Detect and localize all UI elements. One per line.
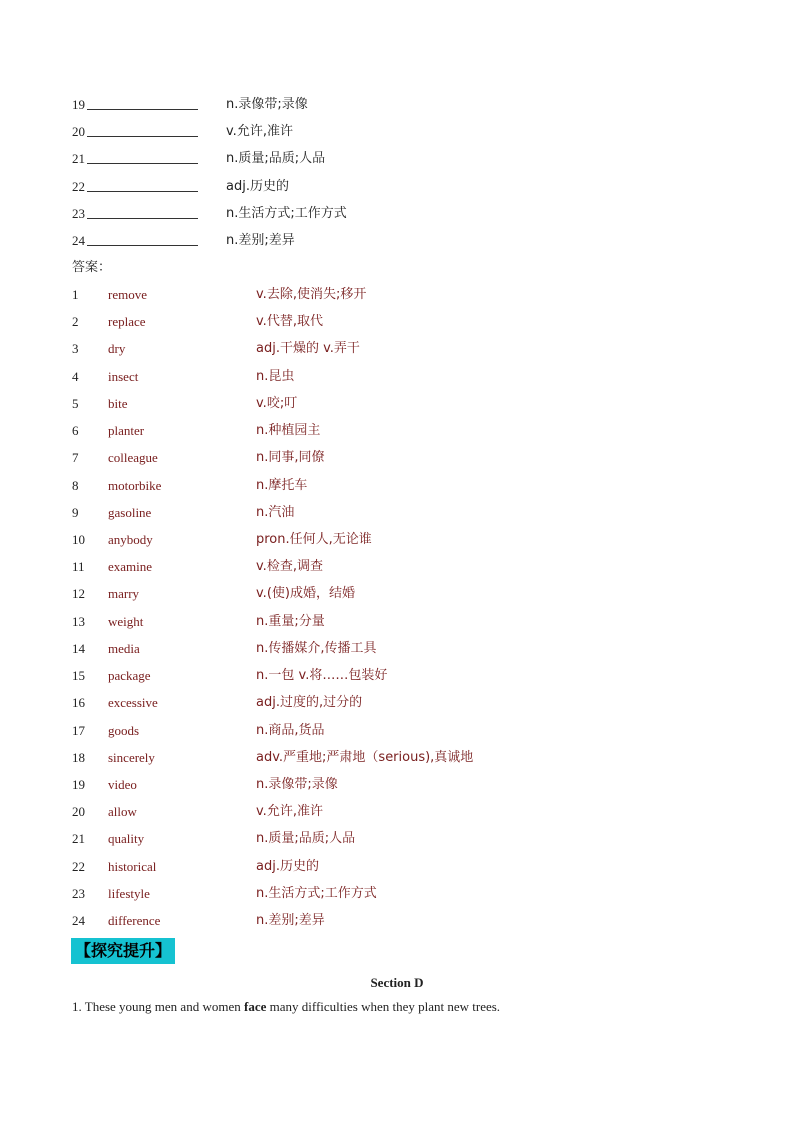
answer-definition: adv.严重地;严肃地（serious),真诚地 [256,749,474,765]
section-banner: 【探究提升】 [71,938,175,964]
answer-number: 18 [72,749,85,765]
answer-blank[interactable] [87,109,198,110]
answer-word: weight [108,613,144,629]
exercise-keyword: face [243,999,267,1014]
answer-word: replace [108,314,146,330]
answer-word: media [108,640,140,656]
answer-word: anybody [108,531,153,547]
question-number: 21 [72,151,85,167]
answer-word: allow [108,804,137,820]
answer-definition: v.代替,取代 [256,314,323,330]
answer-word: insect [108,368,139,384]
answer-blank[interactable] [87,136,198,137]
answer-word: gasoline [108,504,152,520]
answer-number: 15 [72,668,85,684]
answer-word: examine [108,559,153,575]
answer-word: difference [108,913,161,929]
answer-definition: n.录像带;录像 [256,776,338,792]
answer-word: quality [108,831,145,847]
answer-definition: n.质量;品质;人品 [256,831,356,847]
answer-definition: n.同事,同僚 [256,450,325,466]
answer-number: 21 [72,831,85,847]
question-definition: v.允许,准许 [226,124,293,140]
answer-number: 16 [72,695,85,711]
answer-definition: n.传播媒介,传播工具 [256,640,377,656]
question-definition: adj.历史的 [226,178,289,194]
answer-word: video [108,776,137,792]
answer-number: 24 [72,913,85,929]
exercise-text-before: 1. These young men and women [72,999,244,1014]
answer-blank[interactable] [87,218,198,219]
answer-word: sincerely [108,749,155,765]
answer-word: goods [108,722,140,738]
answer-definition: v.允许,准许 [256,804,323,820]
question-number: 23 [72,205,85,221]
answer-label: 答案： [72,260,112,275]
answer-word: colleague [108,450,158,466]
answer-word: remove [108,287,147,302]
exercise-text-after: many difficulties when they plant new trees. [266,999,501,1014]
answer-number: 11 [72,559,85,575]
answer-definition: v.(使)成婚，结婚 [256,586,355,602]
answer-definition: n.生活方式;工作方式 [256,885,377,901]
question-definition: n.录像带;录像 [226,97,308,112]
answer-number: 6 [72,423,79,439]
answer-number: 3 [72,341,79,357]
answer-number: 8 [72,477,79,493]
question-definition: n.差别;差异 [226,233,295,248]
answer-definition: adj.历史的 [256,858,319,874]
answer-number: 22 [72,858,85,874]
answer-number: 12 [72,586,85,602]
answer-definition: n.昆虫 [256,368,295,384]
answer-number: 13 [72,613,85,629]
section-title: Section D [370,975,424,990]
answer-word: historical [108,858,157,874]
answer-number: 14 [72,640,85,656]
answer-number: 19 [72,776,85,792]
answer-blank[interactable] [87,163,198,164]
answer-word: motorbike [108,477,162,493]
answer-number: 2 [72,314,79,330]
answer-number: 1 [72,287,79,302]
answer-number: 10 [72,531,85,547]
exercise-sentence [72,998,500,1016]
answer-number: 7 [72,450,79,466]
answer-definition: n.汽油 [256,504,295,520]
answer-word: dry [108,341,126,357]
question-number: 24 [72,233,85,248]
question-definition: n.生活方式;工作方式 [226,205,347,221]
answer-definition: n.种植园主 [256,423,321,439]
answer-number: 23 [72,885,85,901]
answer-word: marry [108,586,140,602]
answer-word: lifestyle [108,885,150,901]
answer-definition: v.去除,使消失;移开 [256,287,367,302]
question-number: 22 [72,178,85,194]
answer-definition: v.咬;叮 [256,395,298,411]
answer-definition: adj.过度的,过分的 [256,695,363,711]
answer-word: excessive [108,695,158,711]
answer-number: 20 [72,804,85,820]
answer-definition: n.一包 v.将……包装好 [256,668,388,684]
question-definition: n.质量;品质;人品 [226,151,326,167]
answer-word: package [108,668,151,684]
answer-number: 5 [72,395,79,411]
answer-definition: adj.干燥的 v.弄干 [256,341,360,357]
answer-number: 4 [72,368,79,384]
answer-definition: n.差别;差异 [256,913,325,929]
answer-blank[interactable] [87,191,198,192]
answer-blank[interactable] [87,245,198,246]
answer-word: planter [108,423,145,439]
question-number: 20 [72,124,85,140]
answer-definition: v.检查,调查 [256,559,323,575]
answer-number: 9 [72,504,79,520]
answer-word: bite [108,395,128,411]
answer-number: 17 [72,722,85,738]
answer-definition: n.摩托车 [256,477,308,493]
question-number: 19 [72,97,85,112]
answer-definition: n.商品,货品 [256,722,325,738]
answer-definition: pron.任何人,无论谁 [256,531,372,547]
answer-definition: n.重量;分量 [256,613,325,629]
